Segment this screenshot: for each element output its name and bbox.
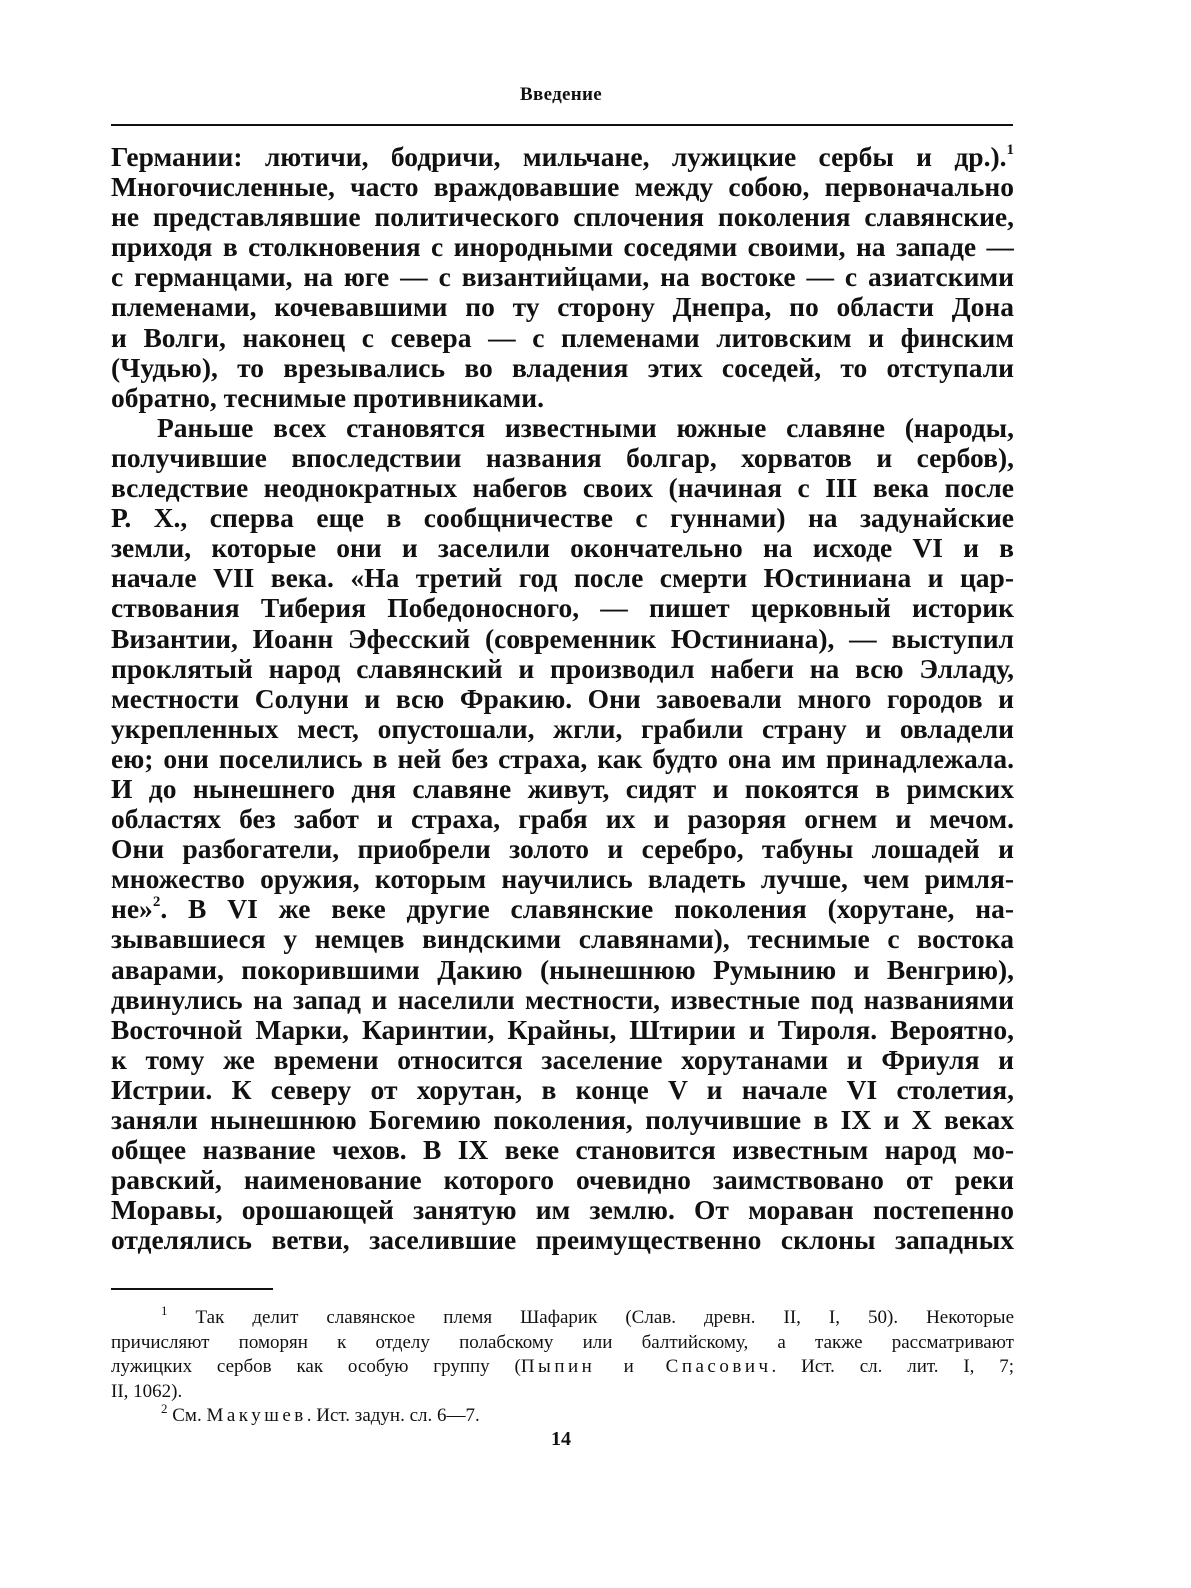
text-line: к тому же времени относится заселение хорутанами и Фриуля и	[111, 1044, 1014, 1075]
text-line: отделялись ветви, заселившие преимущественно склоны западных	[111, 1225, 1014, 1256]
text-line: обратно, теснимые противниками.	[111, 382, 544, 413]
running-title: Введение	[520, 84, 602, 105]
text-line: зывавшиеся у немцев виндскими славянами), теснимые с востока	[111, 924, 1014, 955]
text-line: укрепленных мест, опустошали, жгли, грабили страну и овладели	[111, 713, 1014, 744]
footnote-1-line: лужицких сербов как особую группу (Пыпин и Спасович. Ист. сл. лит. I, 7;	[111, 1356, 1014, 1377]
text-line: общее название чехов. В IX веке становится известным народ мо-	[111, 1135, 1014, 1166]
footnote-1-marker: 1	[161, 1306, 168, 1318]
text-line: ствования Тиберия Победоносного, — пишет церковный историк	[111, 593, 1014, 624]
text-line: Они разбогатели, приобрели золото и серебро, табуны лошадей и	[111, 834, 1014, 865]
text-line: Моравы, орошающей занятую им землю. От мораван постепенно	[111, 1195, 1014, 1226]
text-line: Восточной Марки, Каринтии, Крайны, Штирии и Тироля. Вероятно,	[111, 1014, 1014, 1045]
text-line: вследствие неоднократных набегов своих (начиная с III века после	[111, 473, 1014, 504]
footnotes	[111, 1306, 1014, 1429]
footnote-1-author: Пыпин и Спасович	[520, 1356, 772, 1377]
text-line: с германцами, на юге — с византийцами, на востоке — с азиатскими	[111, 262, 1014, 293]
footnote-1-line: $^1$ Так делит славянское племя Шафарик (Слав. древн. II, I, 50). Некоторые	[111, 1306, 1014, 1331]
text-line: ею; они поселились в ней без страха, как будто она им принадлежала.	[111, 743, 1014, 774]
footnote-2-marker: 2	[161, 1404, 168, 1416]
footnote-ref-1: 1	[1006, 142, 1014, 158]
text-line: Германии: лютичи, бодричи, мильчане, лужицкие сербы и др.).$^1$	[111, 142, 1014, 172]
footnote-2-line: $^2$ См. Макушев. Ист. задун. сл. 6—7.	[111, 1404, 1014, 1429]
text-line: аварами, покорившими Дакию (нынешнюю Румынию и Венгрию),	[111, 954, 1014, 985]
text-line: заняли нынешнюю Богемию поколения, получившие в IX и X веках	[111, 1105, 1014, 1135]
text-line: Византии, Иоанн Эфесский (современник Юстиниана), — выступил	[111, 623, 1014, 654]
text-line: проклятый народ славянский и производил набеги на всю Элладу,	[111, 653, 1014, 684]
footnote-rule	[111, 1288, 273, 1290]
footnote-1-line: II, 1062).	[111, 1380, 183, 1402]
text-line: (Чудью), то врезывались во владения этих соседей, то отступали	[111, 352, 1014, 383]
text-line: двинулись на запад и населили местности, известные под названиями	[111, 984, 1014, 1015]
text-line: земли, которые они и заселили окончательно на исходе VI и в	[111, 533, 1014, 564]
text-line: множество оружия, которым научились владеть лучше, чем римля-	[111, 864, 1014, 895]
text-line: Многочисленные, часто враждовавшие между собою, первоначально	[111, 172, 1014, 203]
text-line: и Волги, наконец с севера — с племенами литовским и финским	[111, 322, 1014, 353]
text-line: начале VII века. «На третий год после смерти Юстиниана и цар-	[111, 563, 1014, 594]
text-line: местности Солуни и всю Фракию. Они завоевали много городов и	[111, 683, 1014, 714]
text-line: племенами, кочевавшими по ту сторону Днепра, по области Дона	[111, 292, 1014, 323]
page-number: 14	[551, 1428, 571, 1450]
text-line: областях без забот и страха, грабя их и разоряя огнем и мечом.	[111, 804, 1014, 835]
text-line: Р. Х., сперва еще в сообщничестве с гуннами) на задунайские	[111, 503, 1014, 534]
text-line: Истрии. К северу от хорутан, в конце V и начале VI столетия,	[111, 1074, 1014, 1105]
text-line: И до нынешнего дня славяне живут, сидят и покоятся в римских	[111, 773, 1014, 804]
main-text	[111, 142, 1014, 1255]
footnote-ref-2: 2	[152, 894, 161, 911]
header-rule	[111, 124, 1013, 126]
text-line: приходя в столкновения с инородными соседями своими, на западе —	[111, 232, 1014, 263]
text-line: равский, наименование которого очевидно заимствовано от реки	[111, 1165, 1014, 1196]
text-line: Раньше всех становятся известными южные славяне (народы,	[157, 412, 1014, 443]
footnote-2-author: Макушев	[206, 1405, 307, 1426]
text-line: не представлявшие политического сплочения поколения славянские,	[111, 202, 1014, 233]
text-line: не»$^2$. В VI же веке другие славянские поколения (хорутане, на-	[111, 894, 1014, 925]
text-line: получившие впоследствии названия болгар, хорватов и сербов),	[111, 442, 1014, 473]
footnote-1-line: причисляют поморян к отделу полабскому или балтийскому, а также рассматривают	[111, 1331, 1014, 1353]
